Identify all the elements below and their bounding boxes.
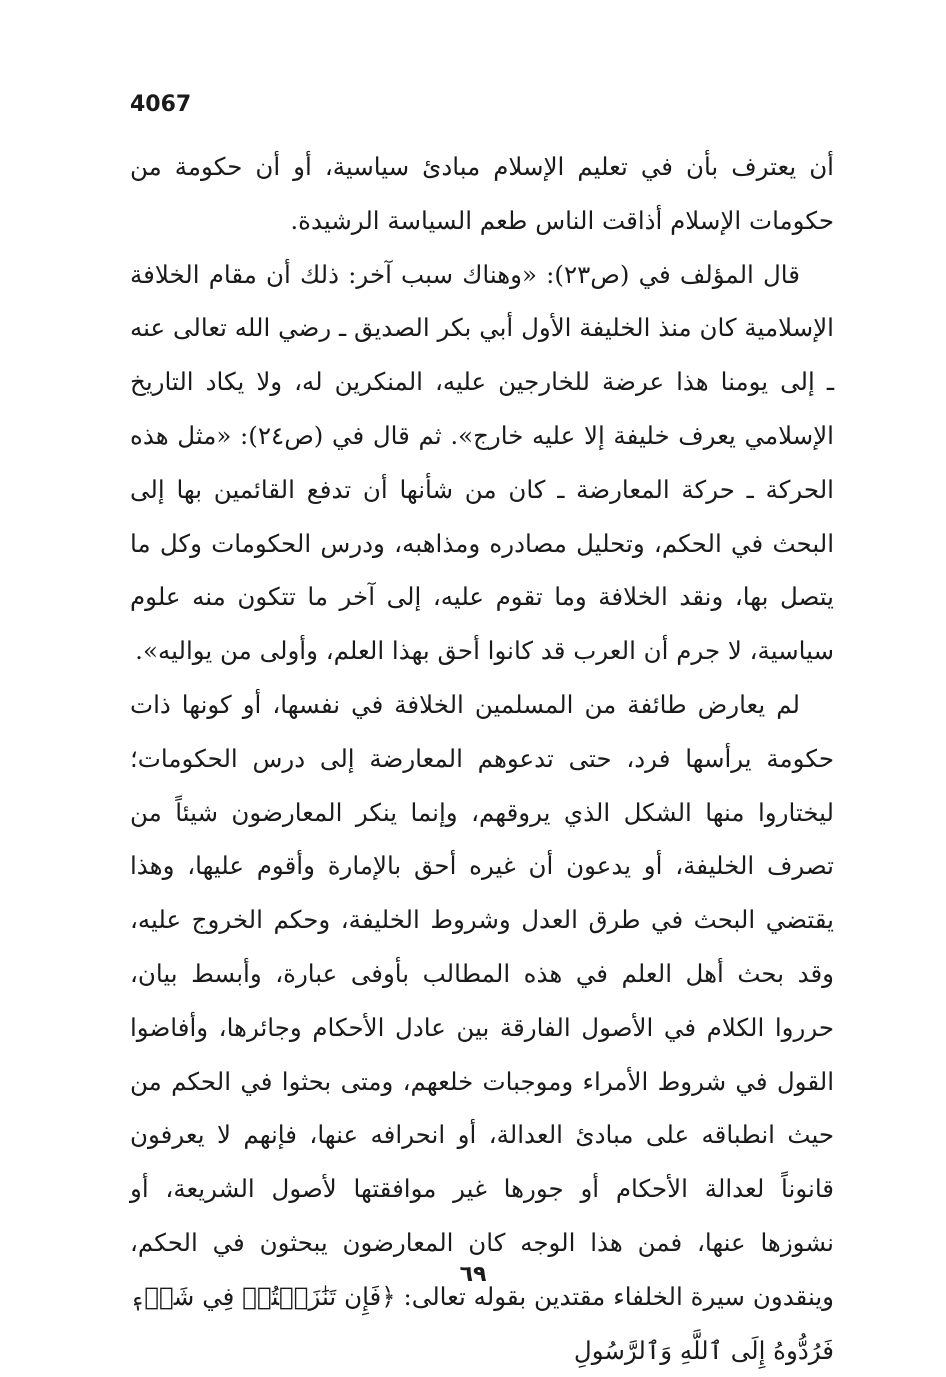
page-number: ٦٩ (459, 1262, 487, 1287)
paragraph-3: لم يعارض طائفة من المسلمين الخلافة في نفسها، أو كونها ذات حكومة يرأسها فرد، حتى تدعوهم المعارضة إلى درس الحكومات؛ ليختاروا منها الشكل الذي يروقهم، وإنما ينكر المعارضون شيئاً من تصرف الخليفة، أو يدعون أن غيره أحق بالإمارة وأقوم عليها، وهذا يقتضي البحث في طرق العدل وشروط الخليفة، وحكم الخروج عليه، وقد بحث أهل العلم في هذه المطالب بأوفى عبارة، وأبسط بيان، حرروا الكلام في الأصول الفارقة بين عادل الأحكام وجائرها، وأفاضوا القول في شروط الأمراء وموجبات خلعهم، ومتى بحثوا في الحكم من حيث انطباقه على مبادئ العدالة، أو انحرافه عنها، فإنهم لا يعرفون قانوناً لعدالة الأحكام أو جورها غير موافقتها لأصول الشريعة، أو نشوزها عنها، فمن هذا الوجه كان المعارضون يبحثون في الحكم، وينقدون سيرة الخلفاء مقتدين بقوله تعالى: ﴿فَإِن تَنَٰزَعۡتُمۡ فِي شَيۡءٖ فَرُدُّوهُ إِلَى ٱللَّهِ وَٱلرَّسُولِ (130, 689, 834, 1365)
page-identifier: 4067 (130, 92, 192, 117)
paragraph-2: قال المؤلف في (ص٢٣): «وهناك سبب آخر: ذلك أن مقام الخلافة الإسلامية كان منذ الخليفة الأول أبي بكر الصديق ـ رضي الله تعالى عنه ـ إلى يومنا هذا عرضة للخارجين عليه، المنكرين له، ولا يكاد التاريخ الإسلامي يعرف خليفة إلا عليه خارج». ثم قال في (ص٢٤): «مثل هذه الحركة ـ حركة المعارضة ـ كان من شأنها أن تدفع القائمين بها إلى البحث في الحكم، وتحليل مصادره ومذاهبه، ودرس الحكومات وكل ما يتصل بها، ونقد الخلافة وما تقوم عليه، إلى آخر ما تتكون منه علوم سياسية، لا جرم أن العرب قد كانوا أحق بهذا العلم، وأولى من يواليه». (130, 259, 835, 666)
body-text (130, 140, 834, 1377)
paragraph-1: أن يعترف بأن في تعليم الإسلام مبادئ سياسية، أو أن حكومة من حكومات الإسلام أذاقت الناس طعم السياسة الرشيدة. (130, 152, 834, 235)
